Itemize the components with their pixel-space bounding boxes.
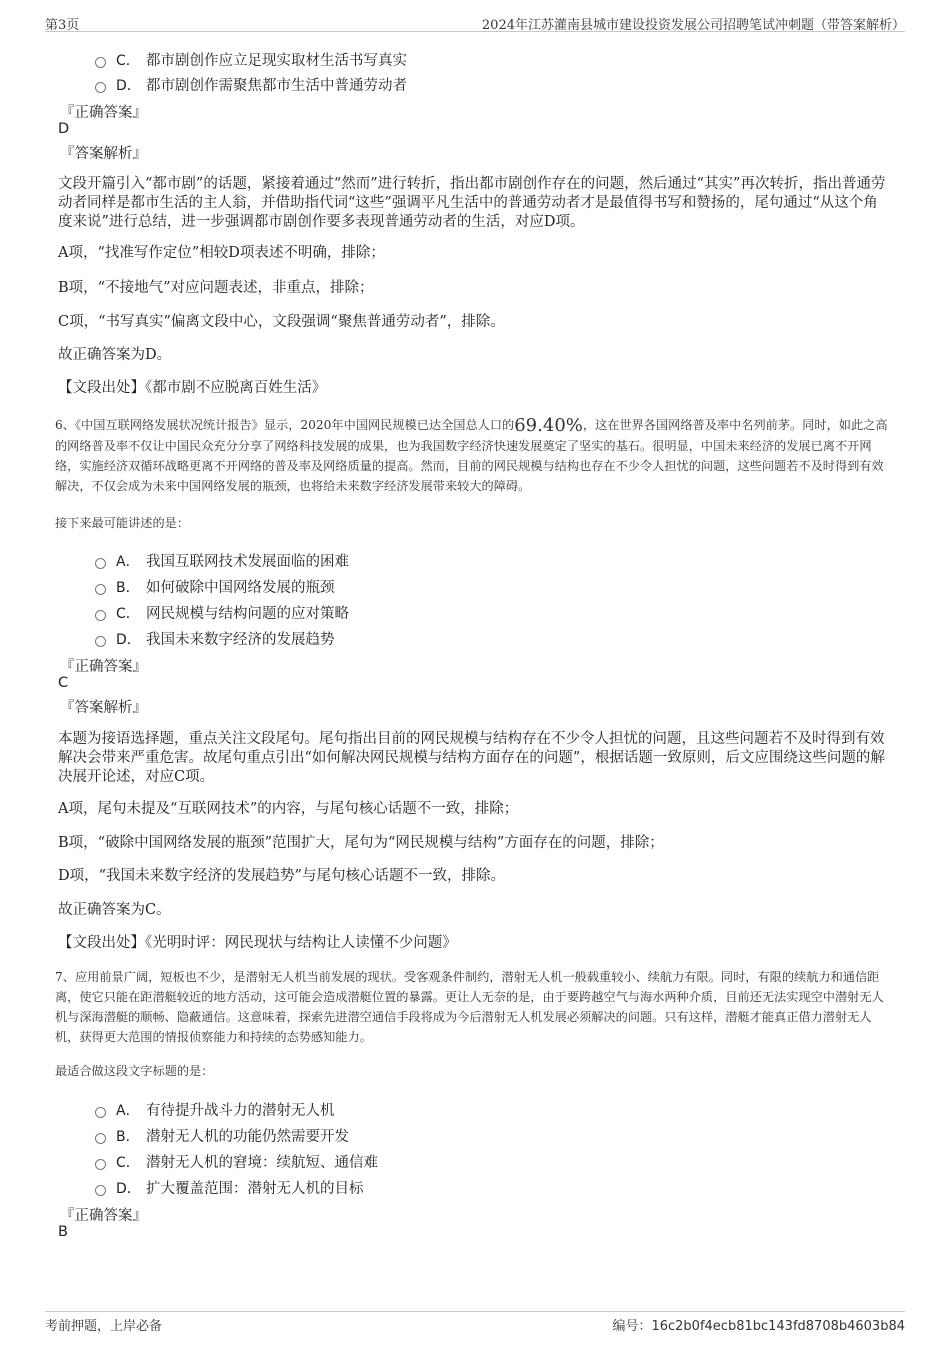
q6-analysis: 本题为接语选择题，重点关注文段尾句。尾句指出目前的网民规模与结构存在不少令人担忧的问题，且这些问题若不及时得到有效解决会带来严重危害。故尾句重点引出“如何解决网民规模与结构方面存在的问题”，根据话题一致原则，后文应围绕这些问题的解决展开论述，对应C项。 [58, 731, 885, 785]
q6-note-d: D项，“我国未来数字经济的发展趋势”与尾句核心话题不一致，排除。 [58, 868, 505, 884]
q6-percentage: 69.40% [514, 415, 583, 436]
radio-icon[interactable] [95, 584, 106, 595]
q7-option-c[interactable]: C． 潜射无人机的窘境：续航短、通信难 [95, 1151, 378, 1172]
option-text: 网民规模与结构问题的应对策略 [146, 606, 349, 622]
q6-source: 【文段出处】《光明时评：网民现状与结构让人读懂不少问题》 [58, 935, 457, 951]
q5-answer: D [58, 121, 70, 137]
option-text: 如何破除中国网络发展的瓶颈 [146, 580, 335, 596]
footer-slogan: 考前押题，上岸必备 [45, 1319, 163, 1334]
page-number: 第3页 [45, 18, 80, 33]
q7-answer-label: 『正确答案』 [60, 1208, 147, 1224]
q6-conclusion: 故正确答案为C。 [58, 902, 171, 918]
q5-source: 【文段出处】《都市剧不应脱离百姓生活》 [58, 380, 327, 396]
q6-answer-label: 『正确答案』 [60, 659, 147, 675]
document-title: 2024年江苏灌南县城市建设投资发展公司招聘笔试冲刺题（带答案解析） [481, 18, 905, 33]
q5-note-c: C项，“书写真实”偏离文段中心，文段强调“聚焦普通劳动者”，排除。 [58, 314, 505, 330]
q5-option-c[interactable]: C． 都市剧创作应立足现实取材生活书写真实 [95, 49, 407, 70]
q5-analysis: 文段开篇引入“都市剧”的话题，紧接着通过“然而”进行转折，指出都市剧创作存在的问题，然后通过“其实”再次转折，指出普通劳动者同样是都市生活的主人翁，并借助指代词“这些”强调平凡生活中的普通劳动者才是最值得书写和赞扬的，尾句通过“从这个角度来说”进行总结，进一步强调都市剧创作要多表现普通劳动者的生活，对应D项。 [58, 176, 886, 230]
q5-answer-label: 『正确答案』 [60, 105, 147, 121]
option-text: 扩大覆盖范围：潜射无人机的目标 [146, 1181, 364, 1197]
q7-option-d[interactable]: D． 扩大覆盖范围：潜射无人机的目标 [95, 1177, 364, 1198]
q7-prompt: 最适合做这段文字标题的是： [55, 1064, 214, 1078]
q5-conclusion: 故正确答案为D。 [58, 347, 172, 363]
option-text: 都市剧创作应立足现实取材生活书写真实 [146, 53, 407, 69]
q7-stem: 7、应用前景广阔，短板也不少，是潜射无人机当前发展的现状。受客观条件制约，潜射无人机一般载重较小、续航力有限。同时，有限的续航力和通信距离，使它只能在距潜艇较近的地方活动，这可能会造成潜艇位置的暴露。更让人无奈的是，由于要跨越空气与海水两种介质，目前还无法实现空中潜射无人机与深海潜艇的顺畅、隐蔽通信。这意味着，探索先进潜空通信手段将成为今后潜射无人机发展必须解决的问题。只有这样，潜艇才能真正借力潜射无人机，获得更大范围的情报侦察能力和持续的态势感知能力。 [55, 970, 884, 1044]
q6-prompt: 接下来最可能讲述的是： [55, 516, 190, 530]
q6-option-b[interactable]: B． 如何破除中国网络发展的瓶颈 [95, 576, 335, 597]
radio-icon[interactable] [95, 82, 106, 93]
radio-icon[interactable] [95, 1107, 106, 1118]
q6-analysis-label: 『答案解析』 [60, 700, 147, 716]
option-text: 有待提升战斗力的潜射无人机 [146, 1103, 335, 1119]
q6-option-d[interactable]: D． 我国未来数字经济的发展趋势 [95, 628, 335, 649]
q5-analysis-label: 『答案解析』 [60, 146, 147, 162]
q6-option-c[interactable]: C． 网民规模与结构问题的应对策略 [95, 602, 349, 623]
option-text: 我国互联网技术发展面临的困难 [146, 554, 349, 570]
option-text: 潜射无人机的窘境：续航短、通信难 [146, 1155, 378, 1171]
radio-icon[interactable] [95, 1159, 106, 1170]
q6-stem: 6、《中国互联网络发展状况统计报告》显示，2020年中国网民规模已达全国总人口的69.40%，这在世界各国网络普及率中名列前茅。同时，如此之高的网络普及率不仅让中国民众充分分享了网络科技发展的成果，也为我国数字经济快速发展奠定了坚实的基石。很明显，中国未来经济的发展已离不开网络，实施经济双循环战略更离不开网络的普及率及网络质量的提高。然而，目前的网民规模与结构也存在不少令人担忧的问题，这些问题若不及时得到有效解决，不仅会成为未来中国网络发展的瓶颈，也将给未来数字经济发展带来较大的障碍。 [55, 415, 888, 493]
radio-icon[interactable] [95, 57, 106, 68]
q6-note-b: B项，“破除中国网络发展的瓶颈”范围扩大，尾句为“网民规模与结构”方面存在的问题，排除； [58, 835, 664, 851]
q5-note-a: A项，“找准写作定位”相较D项表述不明确，排除； [58, 245, 385, 261]
option-text: 我国未来数字经济的发展趋势 [146, 632, 335, 648]
q5-option-d[interactable]: D． 都市剧创作需聚焦都市生活中普通劳动者 [95, 74, 407, 95]
q7-answer: B [58, 1224, 68, 1240]
q6-option-a[interactable]: A． 我国互联网技术发展面临的困难 [95, 550, 349, 571]
q7-option-b[interactable]: B． 潜射无人机的功能仍然需要开发 [95, 1125, 349, 1146]
q6-note-a: A项，尾句未提及“互联网技术”的内容，与尾句核心话题不一致，排除； [58, 801, 519, 817]
q6-answer: C [58, 675, 69, 691]
header-divider [45, 31, 905, 32]
footer-divider [45, 1311, 905, 1312]
radio-icon[interactable] [95, 558, 106, 569]
radio-icon[interactable] [95, 1185, 106, 1196]
q7-option-a[interactable]: A． 有待提升战斗力的潜射无人机 [95, 1099, 335, 1120]
radio-icon[interactable] [95, 636, 106, 647]
radio-icon[interactable] [95, 1133, 106, 1144]
q5-note-b: B项，“不接地气”对应问题表述，非重点，排除； [58, 280, 374, 296]
option-text: 潜射无人机的功能仍然需要开发 [146, 1129, 349, 1145]
option-text: 都市剧创作需聚焦都市生活中普通劳动者 [146, 78, 407, 94]
footer-document-code: 编号：16c2b0f4ecb81bc143fd8708b4603b84 [612, 1319, 905, 1334]
radio-icon[interactable] [95, 610, 106, 621]
